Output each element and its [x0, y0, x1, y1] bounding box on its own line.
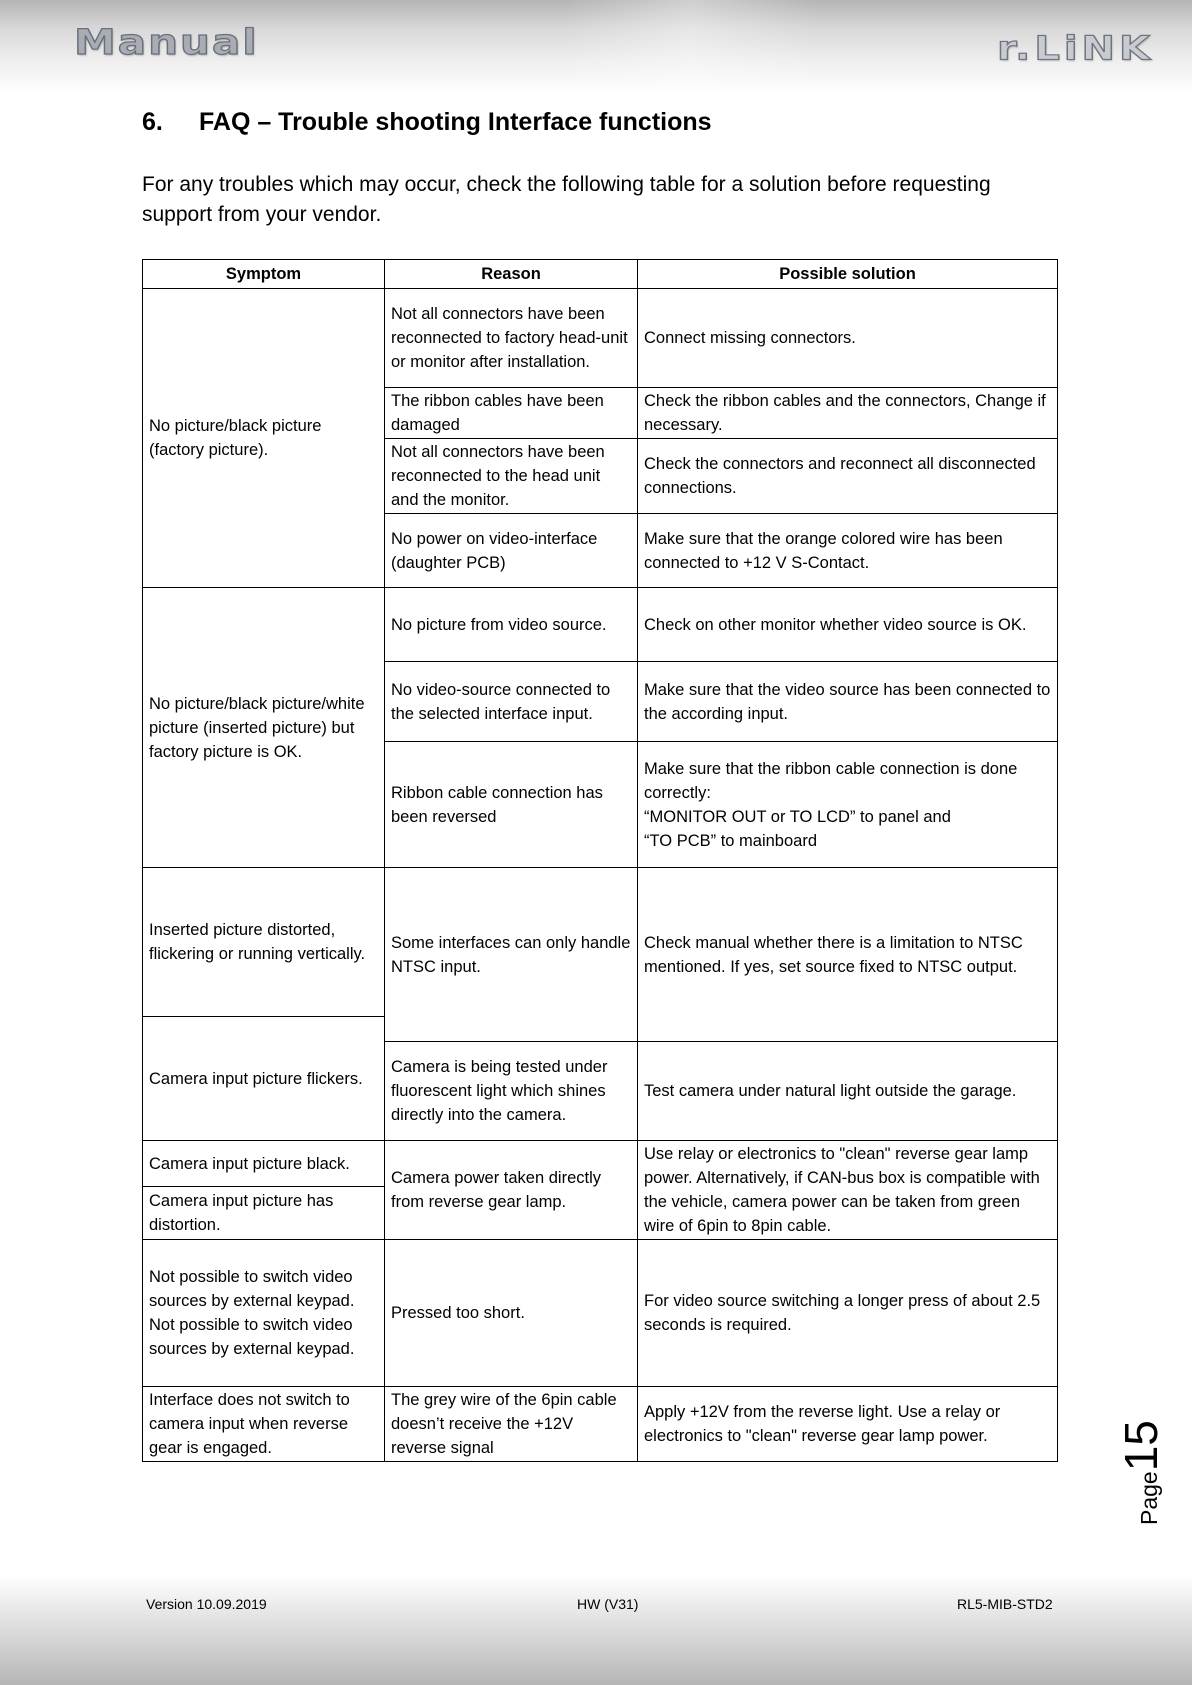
solution-cell: For video source switching a longer press of about 2.5 seconds is required.: [638, 1240, 1058, 1387]
reason-cell: Some interfaces can only handle NTSC input.: [385, 868, 638, 1042]
table-row: [143, 868, 1058, 893]
reason-cell: No picture from video source.: [385, 588, 638, 662]
symptom-cell: Camera input picture flickers.: [143, 1017, 385, 1141]
header-reason: Reason: [385, 260, 638, 289]
reason-cell: Not all connectors have been reconnected to the head unit and the monitor.: [385, 439, 638, 514]
symptom-cell: No picture/black picture/white picture (inserted picture) but factory picture is OK.: [143, 588, 385, 868]
solution-cell: Make sure that the video source has been connected to the according input.: [638, 662, 1058, 742]
solution-cell: Connect missing connectors.: [638, 289, 1058, 388]
solution-cell: Apply +12V from the reverse light. Use a relay or electronics to "clean" reverse gear lamp power.: [638, 1387, 1058, 1462]
symptom-cell: Camera input picture black.: [143, 1141, 385, 1187]
reason-cell: The ribbon cables have been damaged: [385, 388, 638, 439]
reason-cell: The grey wire of the 6pin cable doesn’t receive the +12V reverse signal: [385, 1387, 638, 1462]
solution-cell: Check the ribbon cables and the connectors, Change if necessary.: [638, 388, 1058, 439]
solution-cell: Check on other monitor whether video source is OK.: [638, 588, 1058, 662]
reason-cell: No video-source connected to the selected interface input.: [385, 662, 638, 742]
reason-cell: Ribbon cable connection has been reversed: [385, 742, 638, 868]
symptom-cell: No picture/black picture (factory picture).: [143, 289, 385, 588]
table-header-row: [143, 260, 1058, 289]
table-row: [143, 289, 1058, 388]
solution-cell: Make sure that the orange colored wire has been connected to +12 V S-Contact.: [638, 514, 1058, 588]
table-row: [143, 1387, 1058, 1462]
section-title-text: FAQ – Trouble shooting Interface functions: [199, 108, 712, 136]
reason-cell: Camera power taken directly from reverse gear lamp.: [385, 1141, 638, 1240]
symptom-cell: Inserted picture distorted, flickering or running vertically.: [143, 868, 385, 1017]
symptom-cell: Camera input picture has distortion.: [143, 1187, 385, 1240]
page-number: [1114, 1420, 1168, 1525]
table-row: [143, 1240, 1058, 1387]
solution-cell: Test camera under natural light outside the garage.: [638, 1042, 1058, 1141]
section-number: 6.: [142, 108, 163, 136]
header-symptom: Symptom: [143, 260, 385, 289]
footer-version: Version 10.09.2019: [146, 1596, 267, 1612]
reason-cell: No power on video-interface (daughter PCB): [385, 514, 638, 588]
solution-cell: Use relay or electronics to "clean" reverse gear lamp power. Alternatively, if CAN-bus box is compatible with the vehicle, camera power can be taken from green wire of 6pin to 8pin cable.: [638, 1141, 1058, 1240]
intro-paragraph: For any troubles which may occur, check the following table for a solution before requesting support from your vendor.: [142, 173, 991, 226]
solution-cell: Check manual whether there is a limitation to NTSC mentioned. If yes, set source fixed to NTSC output.: [638, 868, 1058, 1042]
footer-hw: HW (V31): [577, 1596, 639, 1612]
table-row: [143, 588, 1058, 662]
header-solution: Possible solution: [638, 260, 1058, 289]
manual-logo: Manual: [74, 22, 259, 63]
solution-cell: Check the connectors and reconnect all disconnected connections.: [638, 439, 1058, 514]
reason-cell: Not all connectors have been reconnected to factory head-unit or monitor after installation.: [385, 289, 638, 388]
faq-table: [142, 259, 1058, 1462]
symptom-cell: Interface does not switch to camera input when reverse gear is engaged.: [143, 1387, 385, 1462]
table-row: [143, 1141, 1058, 1187]
page-label: Page: [1136, 1471, 1162, 1525]
footer-code: RL5-MIB-STD2: [957, 1596, 1053, 1612]
section-title: [142, 108, 712, 137]
reason-cell: Camera is being tested under fluorescent light which shines directly into the camera.: [385, 1042, 638, 1141]
symptom-cell: Not possible to switch video sources by external keypad. Not possible to switch video sources by external keypad.: [143, 1240, 385, 1387]
footer-band: [0, 1575, 1192, 1685]
reason-cell: Pressed too short.: [385, 1240, 638, 1387]
solution-cell: Make sure that the ribbon cable connection is done correctly: “MONITOR OUT or TO LCD” to panel and “TO PCB” to mainboard: [638, 742, 1058, 868]
page-number-value: 15: [1115, 1420, 1167, 1472]
rlink-logo: r.LiNK: [997, 30, 1154, 68]
